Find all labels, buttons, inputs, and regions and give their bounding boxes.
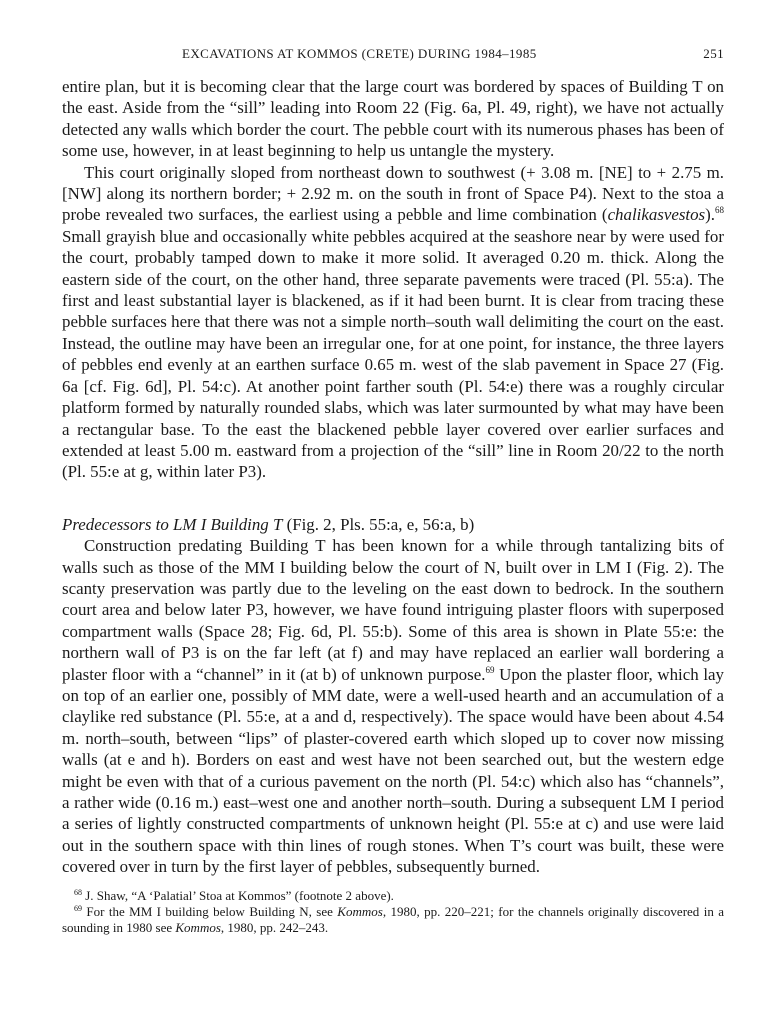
page <box>62 40 724 936</box>
page-number: 251 <box>703 46 724 61</box>
paragraph-2-text-3: Small grayish blue and occasionally white pebbles acquired at the seashore near by were used for the court, probably tamped down to make it more solid. It averaged 0.20 m. thick. Along the eastern side of the court, on the other hand, three separate pavements were traced (Pl. 55:a). The first and least substantial layer is blackened, as if it had been burnt. It is clear from tracing these pebble surfaces here that there was not a simple north–south wall delimiting the court on the east. Instead, the outline may have been an irregular one, for at one point, for instance, the three layers of pebbles end evenly at an earthen surface 0.65 m. west of the slab pavement in Space 27 (Fig. 6a [cf. Fig. 6d], Pl. 54:c). At another point farther south (Pl. 54:e) there was a roughly circular platform formed by naturally rounded slabs, which was later surmounted by what may have been a rectangular base. To the east the blackened pebble layer covered over earlier surfaces and extended at least 5.00 m. eastward from a projection of the “sill” line in Room 20/22 to the north (Pl. 55:e at g, within later P3). <box>62 226 724 482</box>
running-title: EXCAVATIONS AT KOMMOS (CRETE) DURING 1984–1985 <box>182 46 537 61</box>
footnotes <box>62 888 724 936</box>
term-chalikasvestos: chalikasvestos <box>607 205 706 225</box>
footnote-69-number: 69 <box>74 903 82 913</box>
section-heading-refs: (Fig. 2, Pls. 55:a, e, 56:a, b) <box>282 514 475 534</box>
footnote-ref-69[interactable]: 69 <box>485 664 495 675</box>
footnote-69-kommos-1: Kommos <box>337 903 383 919</box>
section-heading-italic: Predecessors to LM I Building T <box>62 514 283 534</box>
footnote-ref-68[interactable]: 68 <box>715 205 724 216</box>
paragraph-2-text-2: ). <box>705 205 715 225</box>
footnote-69-kommos-2: Kommos <box>175 919 221 935</box>
paragraph-2 <box>62 162 724 483</box>
footnote-69 <box>62 904 724 936</box>
footnote-69-text-1: For the MM I building below Building N, see <box>82 903 338 919</box>
running-head <box>62 40 724 64</box>
footnote-68-number: 68 <box>74 887 82 897</box>
footnote-68 <box>62 888 724 904</box>
footnote-69-text-2: , 1980, pp. 220–221; for the channels originally discovered in a sounding in 1980 see <box>62 903 724 935</box>
paragraph-3 <box>62 535 724 878</box>
footnote-69-text-3: , 1980, pp. 242–243. <box>220 919 329 935</box>
paragraph-2-text-1: This court originally sloped from northeast down to southwest (+ 3.08 m. [NE] to + 2.75 m. [NW] along its northern border; + 2.92 m. on the south in front of Space P4). Next to the stoa a probe revealed two surfaces, the earliest using a pebble and lime combination ( <box>62 162 724 225</box>
paragraph-3-text-2: Upon the plaster floor, which lay on top of an earlier one, possibly of MM date, were a well-used hearth and an accumulation of a claylike red substance (Pl. 55:e, at a and d, respectively). The space would have been about 4.54 m. north–south, between “lips” of plaster-covered earth which sloped up to cover now missing walls (at e and h). Borders on east and west have not been searched out, but the western edge might be even with that of a curious pavement on the north (Pl. 54:c) which also has “channels”, a rather wide (0.16 m.) east–west one and another north–south. During a subsequent LM I period a series of lightly constructed compartments of unknown height (Pl. 55:e at c) and use were laid out in the southern space with thin lines of rough stones. When T’s court was built, these were covered over in turn by the first layer of pebbles, subsequently burned. <box>62 664 725 877</box>
paragraph-3-text-1: Construction predating Building T has been known for a while through tantalizing bits of walls such as those of the MM I building below the court of N, built over in LM I (Fig. 2). The scanty preservation was partly due to the leveling on the east down to bedrock. In the southern court area and below later P3, however, we have found intriguing plaster floors with superposed compartment walls (Space 28; Fig. 6d, Pl. 55:b). Some of this area is shown in Plate 55:e: the northern wall of P3 is on the far left (at f) and may have replaced an earlier wall bordering a plaster floor with a “channel” in it (at b) of unknown purpose. <box>62 536 724 684</box>
section-heading <box>62 514 724 535</box>
footnote-68-text: J. Shaw, “A ‘Palatial’ Stoa at Kommos” (footnote 2 above). <box>82 887 394 903</box>
paragraph-1: entire plan, but it is becoming clear that the large court was bordered by spaces of Building T on the east. Aside from the “sill” leading into Room 22 (Fig. 6a, Pl. 49, right), we have not actually detected any walls which border the court. The pebble court with its numerous phases has been of some use, however, in at least beginning to help us untangle the mystery. <box>62 77 724 161</box>
